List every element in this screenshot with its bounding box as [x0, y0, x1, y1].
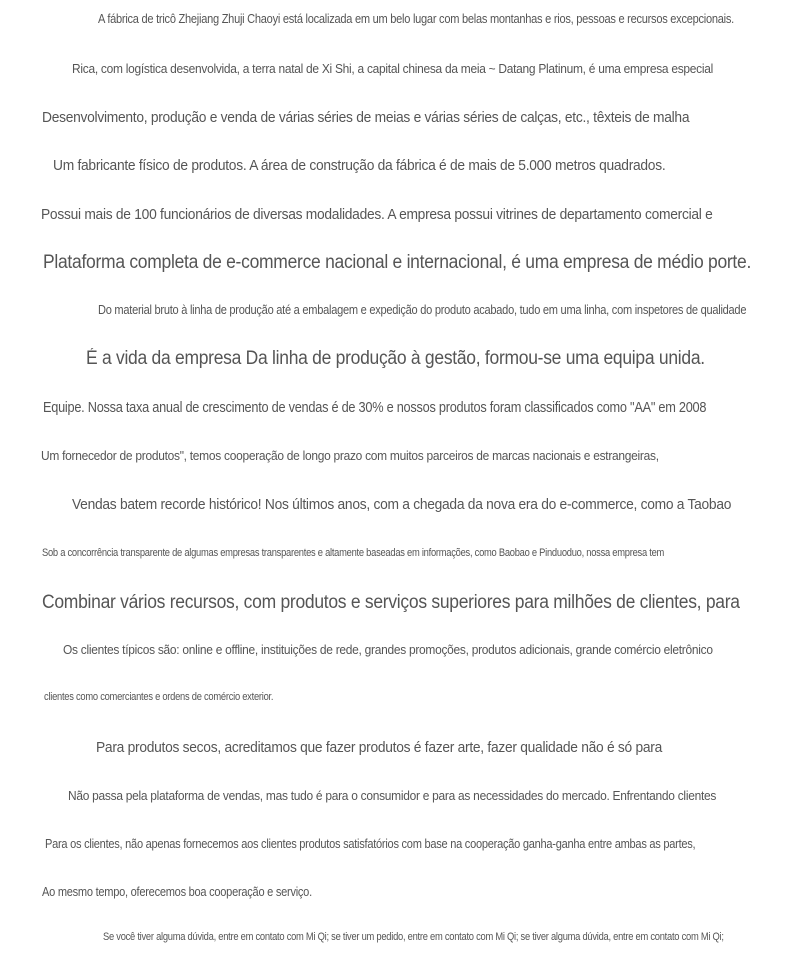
- text-line-9: Equipe. Nossa taxa anual de crescimento de vendas é de 30% e nossos produtos foram classificados como "AA" em 2008: [43, 399, 707, 416]
- text-line-7: Do material bruto à linha de produção até a embalagem e expedição do produto acabado, tudo em uma linha, com inspetores de qualidade: [98, 302, 747, 317]
- text-line-1: A fábrica de tricô Zhejiang Zhuji Chaoyi está localizada em um belo lugar com belas montanhas e rios, pessoas e recursos excepcionais.: [98, 11, 734, 26]
- text-line-8: É a vida da empresa Da linha de produção à gestão, formou-se uma equipa unida.: [86, 348, 705, 369]
- text-line-4: Um fabricante físico de produtos. A área de construção da fábrica é de mais de 5.000 metros quadrados.: [53, 157, 666, 174]
- text-line-13: Combinar vários recursos, com produtos e serviços superiores para milhões de clientes, para: [42, 592, 740, 613]
- text-line-5: Possui mais de 100 funcionários de diversas modalidades. A empresa possui vitrines de departamento comercial e: [41, 206, 713, 223]
- text-line-6: Plataforma completa de e-commerce nacional e internacional, é uma empresa de médio porte.: [43, 252, 752, 273]
- text-line-3: Desenvolvimento, produção e venda de várias séries de meias e várias séries de calças, etc., têxteis de malha: [42, 109, 690, 126]
- text-line-20: Se você tiver alguma dúvida, entre em contato com Mi Qi; se tiver um pedido, entre em contato com Mi Qi; se tiver alguma dúvida, entre em contato com Mi Qi;: [103, 931, 724, 943]
- text-line-16: Para produtos secos, acreditamos que fazer produtos é fazer arte, fazer qualidade não é só para: [96, 739, 663, 756]
- text-line-19: Ao mesmo tempo, oferecemos boa cooperação e serviço.: [42, 884, 312, 899]
- text-line-2: Rica, com logística desenvolvida, a terra natal de Xi Shi, a capital chinesa da meia ~ Datang Platinum, é uma empresa especial: [72, 61, 713, 76]
- text-line-12: Sob a concorrência transparente de algumas empresas transparentes e altamente baseadas em informações, como Baobao e Pinduoduo, nossa empresa tem: [42, 547, 665, 559]
- text-line-10: Um fornecedor de produtos", temos cooperação de longo prazo com muitos parceiros de marcas nacionais e estrangeiras,: [41, 448, 659, 463]
- text-line-17: Não passa pela plataforma de vendas, mas tudo é para o consumidor e para as necessidades do mercado. Enfrentando clientes: [68, 788, 717, 803]
- text-line-11: Vendas batem recorde histórico! Nos últimos anos, com a chegada da nova era do e-commerce, como a Taobao: [72, 496, 732, 513]
- text-line-18: Para os clientes, não apenas fornecemos aos clientes produtos satisfatórios com base na cooperação ganha-ganha entre ambas as partes,: [45, 836, 696, 851]
- text-line-14: Os clientes típicos são: online e offline, instituições de rede, grandes promoções, produtos adicionais, grande comércio eletrônico: [63, 642, 713, 657]
- text-line-15: clientes como comerciantes e ordens de comércio exterior.: [44, 691, 274, 703]
